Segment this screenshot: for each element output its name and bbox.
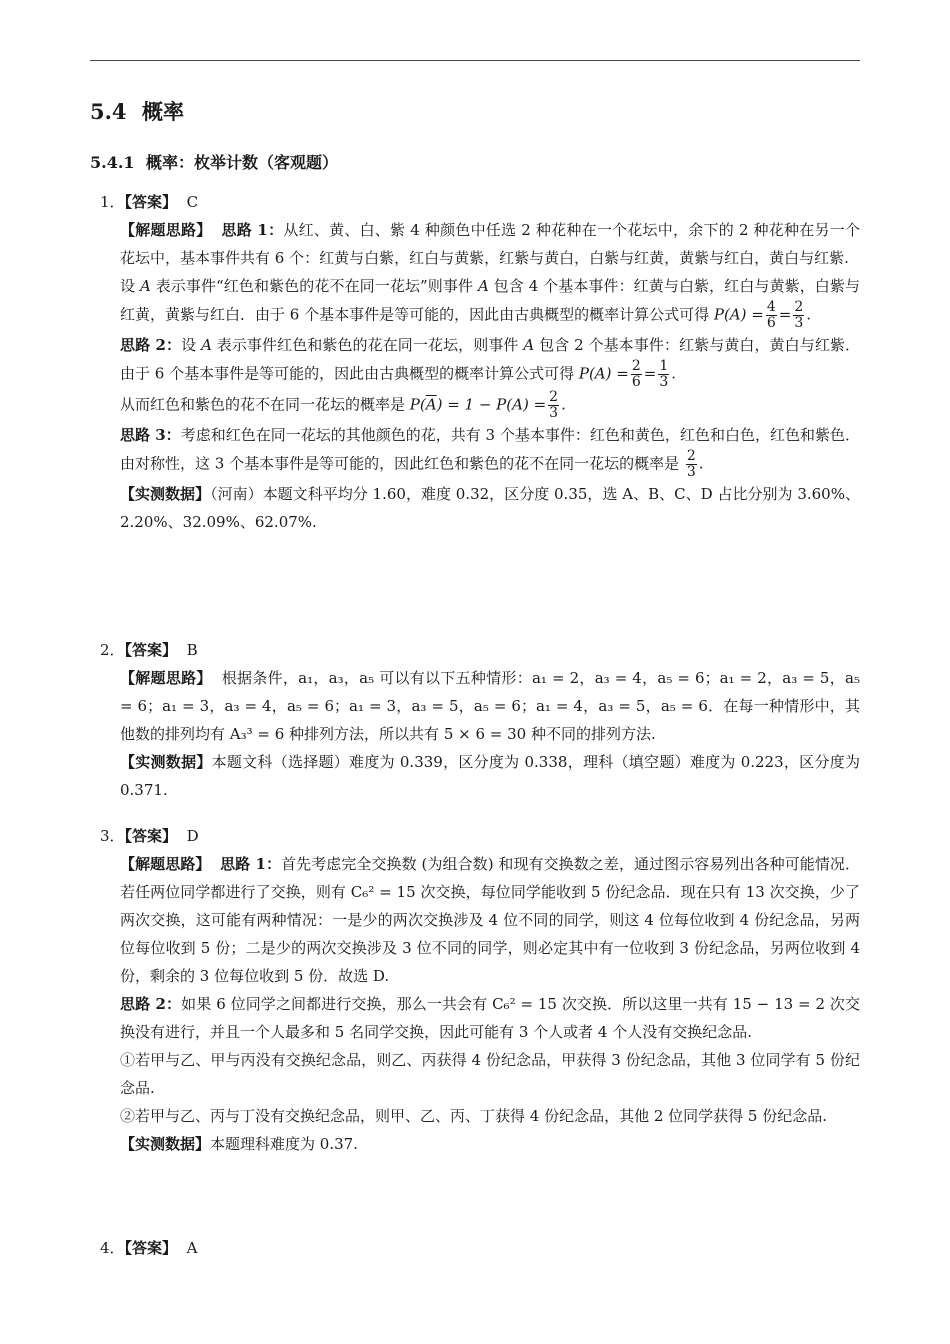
q1-idea2-complement: [120, 390, 860, 421]
text-span: P(A) =: [578, 364, 629, 383]
q3-answer: D: [186, 827, 199, 845]
fraction: [766, 300, 777, 331]
fraction-denominator: 6: [766, 315, 776, 331]
text-span: 3．: [100, 827, 125, 845]
q1-solution: [120, 216, 860, 536]
bracket-label: 【解题思路】: [120, 855, 211, 873]
bracket-label: 【答案】: [124, 193, 178, 211]
text-span: ) = 1 − P(A) =: [436, 395, 547, 414]
fraction: [631, 359, 642, 390]
text-span: 包含 2 个基本事件：红紫与黄白，黄白与红紫．由于 6 个基本事件是等可能的，因此由古典概型的概率计算公式可得: [120, 336, 860, 383]
q4-answer-line: [100, 1234, 860, 1262]
section-title: 概率: [142, 99, 184, 124]
q3-idea1: [120, 850, 860, 990]
text-span: .: [671, 364, 677, 383]
text-span: A: [139, 277, 151, 295]
q1-answer-line: [100, 188, 860, 216]
q3-idea2: [120, 990, 860, 1046]
q1-idea2: [120, 331, 860, 390]
text-span: ①若甲与乙、甲与丙没有交换纪念品，则乙、丙获得 4 份纪念品，甲获得 3 份纪念品，其他 3 位同学有 5 份纪念品.: [120, 1051, 860, 1097]
fraction: [658, 359, 669, 390]
text-span: 首先考虑完全交换数 (为组合数) 和现有交换数之差，通过图示容易列出各种可能情况．若任两位同学都进行了交换，则有 C₆² = 15 次交换，每位同学能收到 5 份纪念品．现在只有 13 次交换，少了两次交换，这可能有两种情况：一是少的两次交换涉及 4 位不同的同学，则这 4 位每位收到 4 份纪念品，另两位每位收到 5 份；二是少的两次交换涉及 3 位不同的同学，则必定其中有一位收到 3 份纪念品，另两位收到 4 份，剩余的 3 位每位收到 5 份．故选 D.: [120, 855, 860, 985]
subsection-heading: [90, 150, 338, 173]
fraction-numerator: 2: [549, 389, 559, 405]
fraction: [548, 390, 559, 421]
fraction-numerator: 4: [766, 299, 776, 315]
q3-solution: [120, 850, 860, 1158]
text-span: P(: [409, 395, 426, 414]
subsection-number: 5.4.1: [90, 153, 135, 172]
bracket-label: 思路 1：: [220, 855, 282, 873]
section-heading: [90, 96, 184, 126]
text-span: 设: [120, 277, 140, 295]
text-span: .: [698, 454, 704, 473]
fraction-numerator: 2: [794, 299, 804, 315]
q2-answer: B: [186, 641, 198, 659]
text-span: 本题文科（选择题）难度为 0.339，区分度为 0.338，理科（填空题）难度为 0.223，区分度为 0.371.: [120, 753, 860, 799]
bracket-label: 【答案】: [124, 1239, 178, 1257]
question-2: [100, 636, 860, 804]
question-4: [100, 1234, 860, 1262]
fraction-denominator: 3: [794, 315, 804, 331]
question-1: [100, 188, 860, 536]
text-span: 表示事件“红色和紫色的花不在同一花坛”则事件: [150, 277, 478, 295]
text-span: A: [523, 336, 535, 354]
q2-solution: [120, 664, 860, 804]
bracket-label: 思路 2：: [120, 336, 182, 354]
text-span: P(A) =: [713, 305, 764, 324]
text-span: 1．: [100, 193, 125, 211]
q4-answer: A: [186, 1239, 198, 1257]
fraction-denominator: 3: [686, 464, 696, 480]
bracket-label: 【实测数据】: [120, 485, 211, 503]
text-span: 根据条件，a₁，a₃，a₅ 可以有以下五种情形：a₁ = 2，a₃ = 4，a₅ = 6；a₁ = 2，a₃ = 5，a₅ = 6；a₁ = 3，a₃ = 4，a₅ = 6；a₁ = 3，a₃ = 5，a₅ = 6；a₁ = 4，a₃ = 5，a₅ = 6．在每一种情形中，其他数的排列均有 A₃³ = 6 种排列方法，所以共有 5 × 6 = 30 种不同的排列方法.: [120, 669, 860, 743]
text-span: 从红、黄、白、紫 4 种颜色中任选 2 种花种在一个花坛中，余下的 2 种花种在另一个花坛中，基本事件共有 6 个：红黄与白紫，红白与黄紫，红紫与黄白，白紫与红黄，黄紫与红白，黄白与红紫.: [120, 221, 860, 267]
section-number: 5.4: [90, 99, 127, 124]
text-span: 4．: [100, 1239, 125, 1257]
bracket-label: 思路 3：: [120, 426, 181, 444]
text-span: .: [806, 305, 812, 324]
text-span: =: [778, 305, 792, 324]
fraction-numerator: 1: [659, 358, 669, 374]
header-rule: [90, 60, 860, 61]
q1-idea3: [120, 421, 860, 480]
q3-case2: [120, 1102, 860, 1130]
text-span: A: [201, 336, 212, 354]
text-span: 2．: [100, 641, 125, 659]
q2-approach: [120, 664, 860, 748]
fraction: [686, 449, 697, 480]
text-span: 如果 6 位同学之间都进行交换，那么一共会有 C₆² = 15 次交换．所以这里一共有 15 − 13 = 2 次交换没有进行，并且一个人最多和 5 名同学交换，因此可能有 3 个人或者 4 个人没有交换纪念品.: [120, 995, 860, 1041]
text-span: .: [561, 395, 566, 414]
text-span: 从而红色和紫色的花不在同一花坛的概率是: [120, 395, 410, 414]
fraction: [793, 300, 804, 331]
text-span: =: [643, 364, 657, 383]
bracket-label: 思路 2：: [120, 995, 182, 1013]
bracket-label: 【实测数据】: [120, 1135, 211, 1153]
bracket-label: 【解题思路】: [120, 669, 212, 687]
fraction-numerator: 2: [686, 448, 696, 464]
bracket-label: 【解题思路】: [120, 221, 212, 239]
fraction-denominator: 6: [631, 374, 641, 390]
subsection-title: 概率：枚举计数（客观题）: [146, 153, 339, 172]
q2-data: [120, 748, 860, 804]
text-span: $\overline{A}$: [425, 395, 437, 414]
q1-data: [120, 480, 860, 536]
text-span: （河南）本题文科平均分 1.60，难度 0.32，区分度 0.35，选 A、B、C、D 占比分别为 3.60%、2.20%、32.09%、62.07%.: [120, 485, 860, 531]
text-span: 本题理科难度为 0.37.: [210, 1135, 358, 1153]
bracket-label: 【答案】: [124, 827, 178, 845]
text-span: 表示事件红色和紫色的花在同一花坛，则事件: [211, 336, 524, 354]
q2-answer-line: [100, 636, 860, 664]
question-3: [100, 822, 860, 1158]
fraction-numerator: 2: [631, 358, 641, 374]
q1-idea1: [120, 216, 860, 272]
fraction-denominator: 3: [659, 374, 669, 390]
q1-answer: C: [186, 193, 199, 211]
q3-data: [120, 1130, 860, 1158]
text-span: 包含 4 个基本事件：红黄与白紫，红白与黄紫，白紫与红黄，黄紫与红白．由于 6 个基本事件是等可能的，因此由古典概型的概率计算公式可得: [120, 277, 860, 324]
text-span: ②若甲与乙、丙与丁没有交换纪念品，则甲、乙、丙、丁获得 4 份纪念品，其他 2 位同学获得 5 份纪念品.: [120, 1107, 828, 1125]
fraction-denominator: 3: [549, 405, 559, 421]
q3-answer-line: [100, 822, 860, 850]
text-span: A: [477, 277, 489, 295]
text-span: 考虑和红色在同一花坛的其他颜色的花，共有 3 个基本事件：红色和黄色，红色和白色，红色和紫色．由对称性，这 3 个基本事件是等可能的，因此红色和紫色的花不在同一花坛的概率是: [120, 426, 860, 473]
bracket-label: 【答案】: [124, 641, 178, 659]
text-span: 设: [181, 336, 202, 354]
bracket-label: 思路 1：: [221, 221, 284, 239]
q3-case1: [120, 1046, 860, 1102]
bracket-label: 【实测数据】: [120, 753, 212, 771]
q1-idea1-calc: [120, 272, 860, 331]
